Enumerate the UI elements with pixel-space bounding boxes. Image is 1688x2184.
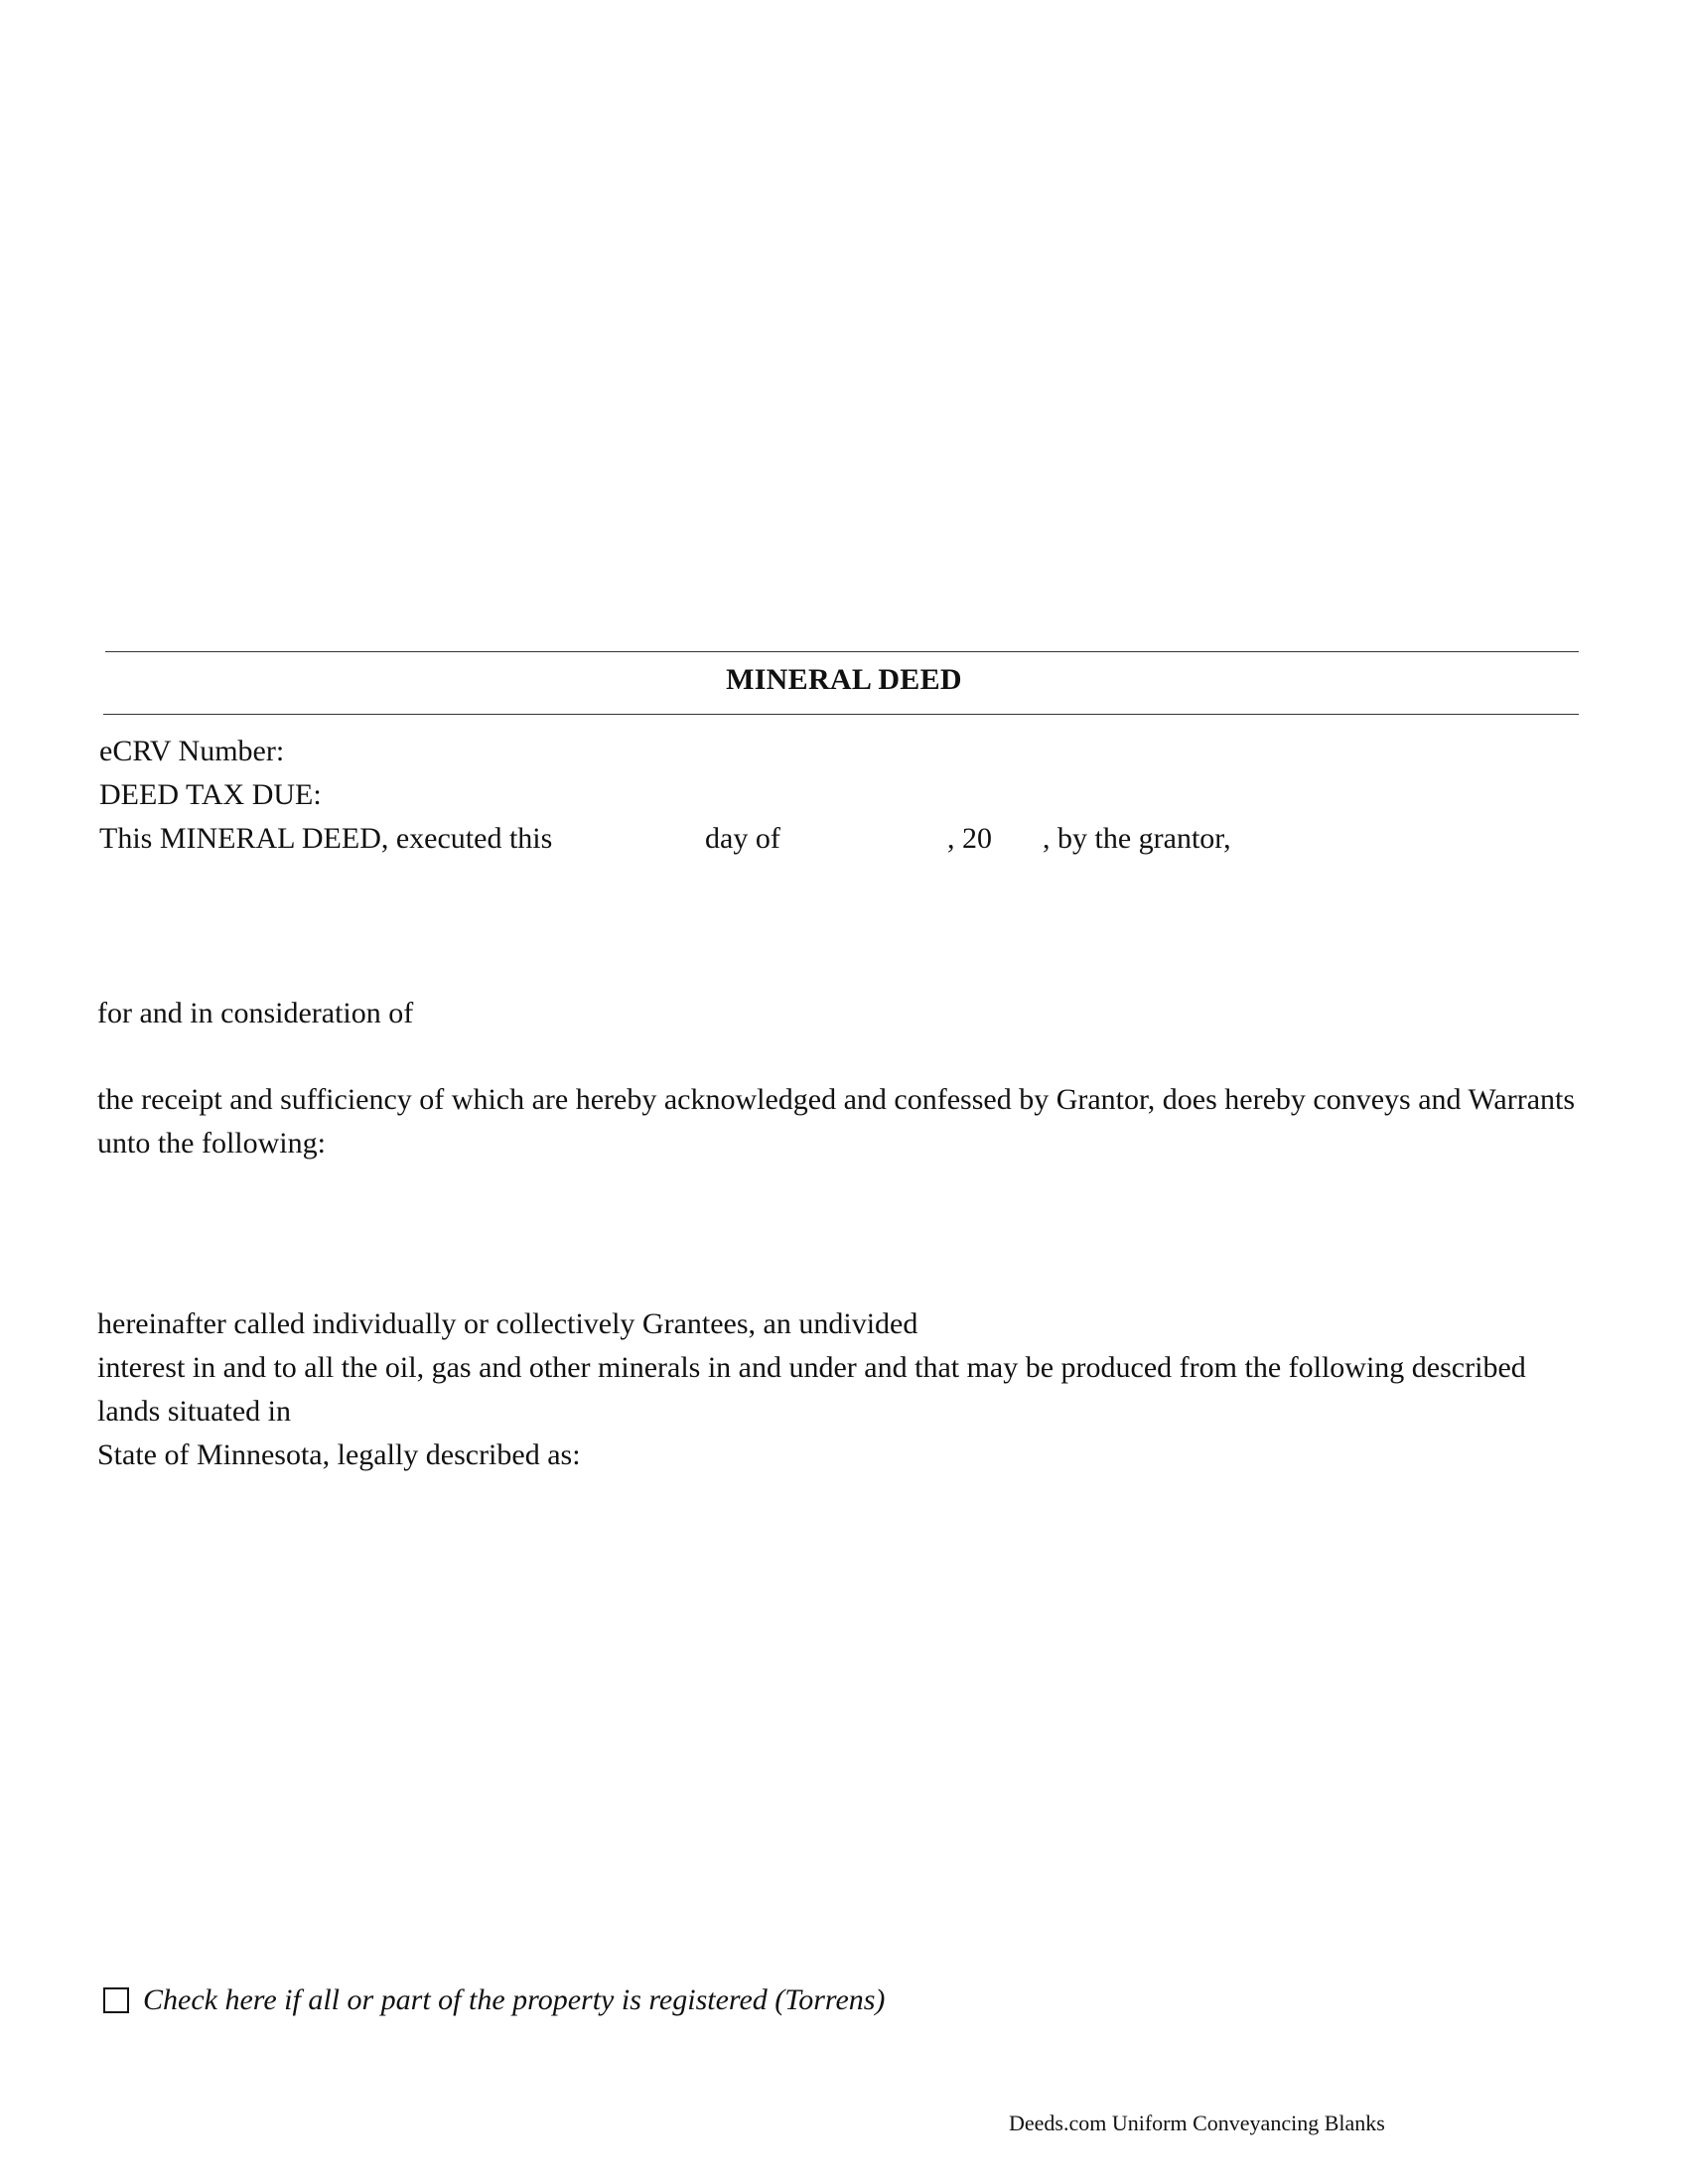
title-top-rule — [105, 651, 1579, 652]
footer-text: Deeds.com Uniform Conveyancing Blanks — [1009, 2111, 1385, 2135]
executed-line-grantor: , by the grantor, — [1043, 822, 1231, 855]
torrens-checkbox-label: Check here if all or part of the property is registered (Torrens) — [143, 1983, 886, 2016]
executed-line-part1: This MINERAL DEED, executed this — [99, 822, 553, 855]
executed-line-day-of: day of — [705, 822, 780, 855]
deed-tax-due-label: DEED TAX DUE: — [99, 778, 322, 811]
grantees-line: hereinafter called individually or collectively Grantees, an undivided — [97, 1307, 918, 1340]
document-title: MINERAL DEED — [726, 663, 962, 696]
receipt-paragraph — [97, 1078, 1587, 1165]
grantees-paragraph — [97, 1302, 1587, 1477]
torrens-checkbox-row[interactable] — [103, 1983, 885, 2017]
interest-text: interest in and to all the oil, gas and other minerals in and under and that may be produced from the following described lands situated in — [97, 1351, 1526, 1428]
state-line: State of Minnesota, legally described as: — [97, 1438, 581, 1471]
consideration-text: for and in consideration of — [97, 997, 414, 1029]
torrens-checkbox[interactable] — [103, 1987, 129, 2013]
executed-line-year: , 20 — [947, 822, 992, 855]
title-bottom-rule — [103, 714, 1579, 715]
receipt-text: the receipt and sufficiency of which are hereby acknowledged and confessed by Grantor, does hereby conveys and Warrants unto the following: — [97, 1083, 1576, 1160]
ecrv-number-label: eCRV Number: — [99, 735, 285, 767]
